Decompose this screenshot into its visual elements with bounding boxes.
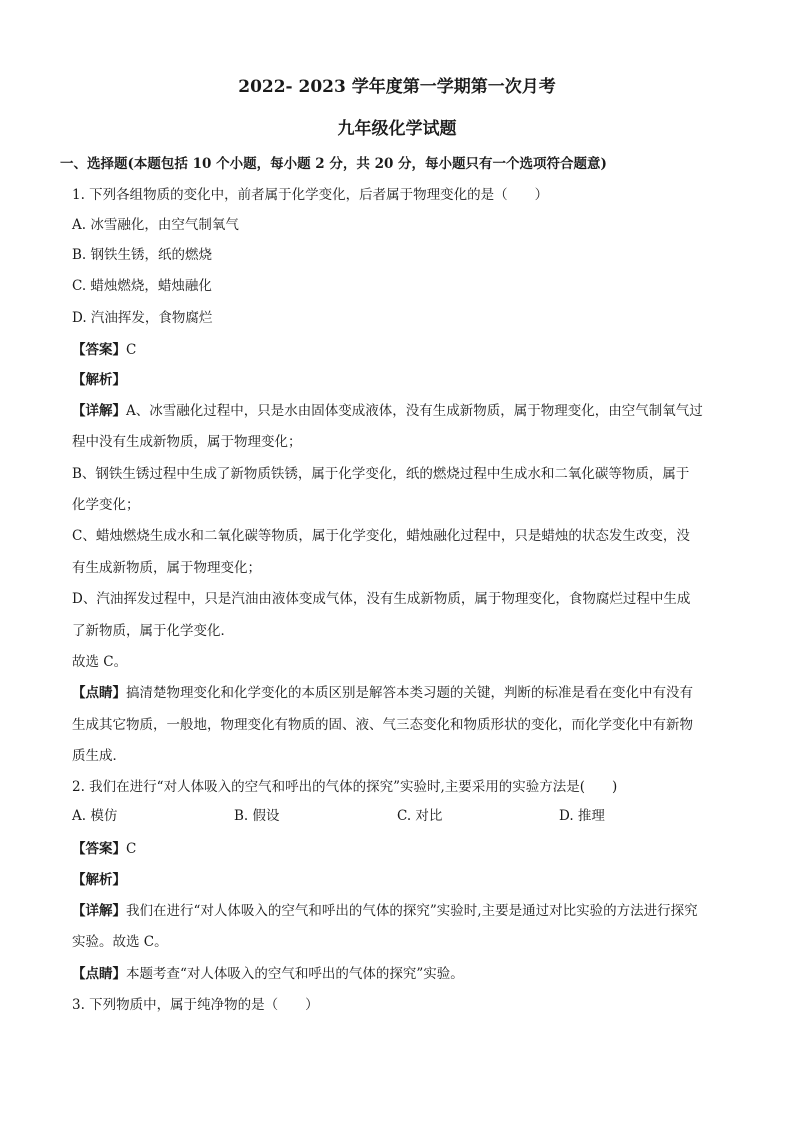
q1-option-c: C. 蜡烛燃烧，蜡烛融化	[72, 278, 212, 294]
q1-point-line	[72, 681, 693, 701]
q2-answer	[72, 837, 136, 857]
q1-detail-line: B、钢铁生锈过程中生成了新物质铁锈，属于化学变化，纸的燃烧过程中生成水和二氧化碳等物质，属于	[72, 466, 690, 482]
answer-tag: 【答案】	[72, 841, 126, 857]
answer-value: C	[126, 342, 137, 358]
q1-point-line: 生成其它物质，一般地，物理变化有物质的固、液、气三态变化和物质形状的变化，而化学变化中有新物	[72, 717, 693, 733]
q1-option-a: A. 冰雪融化，由空气制氧气	[72, 217, 239, 233]
q2-option-d: D. 推理	[559, 808, 605, 824]
q1-detail-line	[72, 399, 703, 419]
q2-option-b: B. 假设	[234, 808, 280, 824]
point-tag: 【点睛】	[72, 685, 126, 701]
q2-detail-line	[72, 899, 698, 919]
detail-tag: 【详解】	[72, 403, 126, 419]
section-heading: 一、选择题(本题包括 10 个小题，每小题 2 分，共 20 分，每小题只有一个选项符合题意)	[60, 156, 607, 172]
q1-detail-line: 有生成新物质，属于物理变化；	[72, 560, 261, 576]
q1-detail-line: 化学变化；	[72, 497, 140, 513]
detail-text: 我们在进行“对人体吸入的空气和呼出的气体的探究”实验时,主要是通过对比实验的方法进行探究	[126, 903, 698, 919]
q1-analysis-tag	[72, 368, 126, 388]
q1-option-d: D. 汽油挥发，食物腐烂	[72, 310, 213, 326]
q2-stem: 2. 我们在进行“对人体吸入的空气和呼出的气体的探究”实验时,主要采用的实验方法是( )	[72, 779, 618, 795]
q1-point-line: 质生成．	[72, 748, 126, 764]
detail-tag: 【详解】	[72, 903, 126, 919]
page-subtitle: 九年级化学试题	[337, 119, 457, 139]
detail-text: A、冰雪融化过程中，只是水由固体变成液体，没有生成新物质，属于物理变化，由空气制氧气过	[126, 403, 703, 419]
page-title: 2022- 2023 学年度第一学期第一次月考	[238, 77, 556, 97]
q1-option-b: B. 钢铁生锈，纸的燃烧	[72, 247, 213, 263]
q1-stem: 1. 下列各组物质的变化中，前者属于化学变化，后者属于物理变化的是（ ）	[72, 187, 549, 203]
q1-detail-line: 程中没有生成新物质，属于物理变化；	[72, 434, 302, 450]
point-tag: 【点睛】	[72, 966, 126, 982]
q2-point-line	[72, 962, 464, 982]
q2-option-a: A. 模仿	[72, 808, 118, 824]
q2-detail-line: 实验。故选 C。	[72, 934, 168, 950]
point-text: 本题考查“对人体吸入的空气和呼出的气体的探究”实验。	[126, 966, 464, 982]
q1-detail-line: 了新物质，属于化学变化．	[72, 623, 234, 639]
q2-option-c: C. 对比	[397, 808, 443, 824]
q1-detail-line: 故选 C。	[72, 654, 128, 670]
q3-stem: 3. 下列物质中，属于纯净物的是（ ）	[72, 997, 319, 1013]
answer-value: C	[126, 841, 137, 857]
analysis-tag: 【解析】	[72, 372, 126, 388]
q2-analysis-tag	[72, 868, 126, 888]
q1-detail-line: D、汽油挥发过程中，只是汽油由液体变成气体，没有生成新物质，属于物理变化，食物腐烂过程中生成	[72, 591, 691, 607]
q1-answer	[72, 338, 136, 358]
analysis-tag: 【解析】	[72, 872, 126, 888]
point-text: 搞清楚物理变化和化学变化的本质区别是解答本类习题的关键，判断的标准是看在变化中有没有	[126, 685, 693, 701]
q2-options	[72, 804, 732, 826]
q1-detail-line: C、蜡烛燃烧生成水和二氧化碳等物质，属于化学变化，蜡烛融化过程中，只是蜡烛的状态发生改变，没	[72, 528, 690, 544]
answer-tag: 【答案】	[72, 342, 126, 358]
